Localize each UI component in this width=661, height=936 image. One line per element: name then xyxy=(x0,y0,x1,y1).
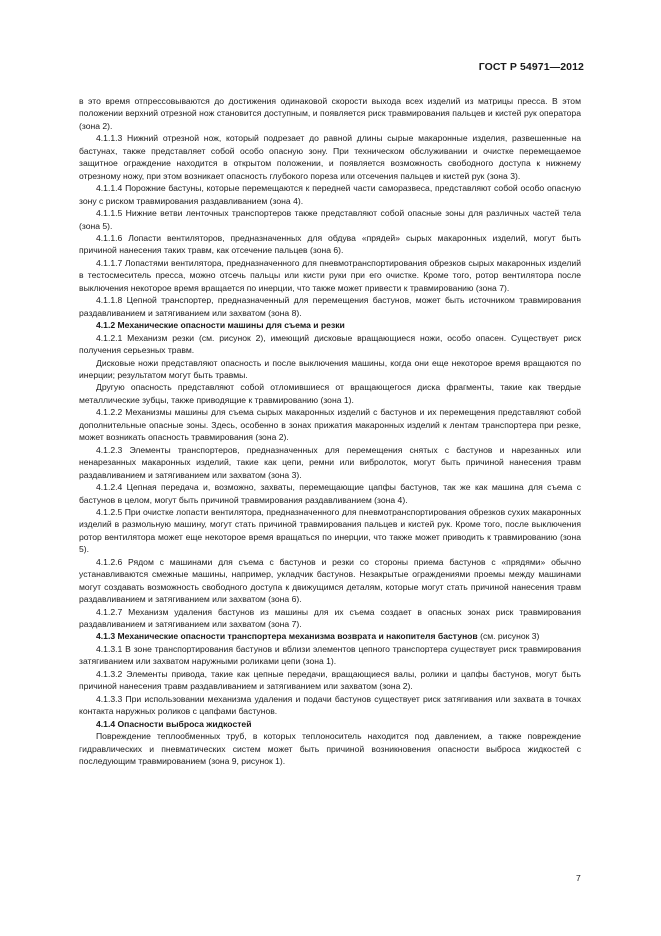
paragraph: 4.1.1.5 Нижние ветви ленточных транспортеров также представляют собой опасные зоны для различных частей тела (зона 5). xyxy=(79,208,581,231)
paragraph: 4.1.1.7 Лопастями вентилятора, предназначенного для пневмотранспортирования обрезков сырых макаронных изделий в тестосмеситель пресса, можно отсечь пальцы или кисти руки при его очистке. Кроме того, ротор вентилятора после выключения некоторое время вращается по инерции, что также может привести к травмированию (зона 7). xyxy=(79,257,581,293)
paragraph: 4.1.2.2 Механизмы машины для съема сырых макаронных изделий с бастунов и их перемещения представляют собой дополнительные опасные зоны. Здесь, особенно в зонах прижатия макаронных изделий к лентам транспортера при резке, может возникать опасность травмирования (зона 2). xyxy=(79,407,581,443)
paragraph: 4.1.3.3 При использовании механизма удаления и подачи бастунов существует риск затягивания или захвата в точках контакта наружных роликов с цапфами бастунов. xyxy=(79,693,581,717)
standard-header: ГОСТ Р 54971—2012 xyxy=(478,61,584,73)
paragraph: 4.1.2.3 Элементы транспортеров, предназначенных для перемещения снятых с бастунов и нарезанных или ненарезанных макаронных изделий, такие как цепи, ремни или вибролоток, могут быть причиной нанесения травм раздавливанием и затягиванием или захватом (зона 3). xyxy=(79,444,581,480)
paragraph: Дисковые ножи представляют опасность и после выключения машины, когда они еще некоторое время вращаются по инерции; результатом могут быть травмы. xyxy=(79,357,581,380)
paragraph: 4.1.1.6 Лопасти вентиляторов, предназначенных для обдува «прядей» сырых макаронных изделий, могут быть причиной нанесения таких травм, как отсечение пальцев (зона 6). xyxy=(79,232,581,256)
document-body xyxy=(79,95,581,767)
heading-tail: (см. рисунок 3) xyxy=(477,631,540,642)
paragraph: 4.1.1.4 Порожние бастуны, которые перемещаются к передней части саморазвеса, представляют собой особо опасную зону с риском травмирования раздавливанием (зона 4). xyxy=(79,183,581,206)
paragraph: 4.1.2.4 Цепная передача и, возможно, захваты, перемещающие цапфы бастунов, так же как машина для съема с бастунов в целом, могут быть причиной травмирования раздавливанием (зона 4). xyxy=(79,482,581,505)
paragraph: в это время отпрессовываются до достижения одинаковой скорости выхода всех изделий из матрицы пресса. В этом положении верхний отрезной нож становится доступным, и появляется риск травмирования пальцев и кистей рук оператора (зона 2). xyxy=(79,96,581,131)
heading-text: 4.1.3 Механические опасности транспортера механизма возврата и накопителя бастунов xyxy=(96,631,478,642)
paragraph: 4.1.2.6 Рядом с машинами для съема с бастунов и резки со стороны приема бастунов с «прядями» обычно устанавливаются смежные машины, например, укладчик бастунов. Незакрытые ограждениями проемы между машинами могут создавать возможность свободного доступа к движущимся деталям, которые могут стать причиной нанесения травм раздавливанием и затягиванием или захватом (зона 6). xyxy=(79,556,581,605)
paragraph: Повреждение теплообменных труб, в которых теплоноситель находится под давлением, а также повреждение гидравлических и пневматических систем может быть причиной возникновения опасности выброса жидкостей с последующим травмированием (зона 9, рисунок 1). xyxy=(79,731,581,767)
section-heading xyxy=(79,630,581,642)
paragraph: 4.1.2.1 Механизм резки (см. рисунок 2), имеющий дисковые вращающиеся ножи, особо опасен. Существует риск получения серьезных травм. xyxy=(79,332,581,356)
paragraph: 4.1.1.8 Цепной транспортер, предназначенный для перемещения бастунов, может быть источником травмирования раздавливанием и затягиванием или захватом (зона 8). xyxy=(79,295,581,318)
section-heading xyxy=(79,718,581,730)
paragraph: 4.1.2.5 При очистке лопасти вентилятора, предназначенного для пневмотранспортирования обрезков сухих макаронных изделий в размольную машину, могут стать причиной травмирования пальцев и кистей рук. Кроме того, после выключения ротор вентилятора может еще некоторое время вращаться по инерции, что также может приводить к травмированию (зона 5). xyxy=(79,506,581,555)
heading-text: 4.1.2 Механические опасности машины для съема и резки xyxy=(96,320,345,331)
paragraph: 4.1.3.1 В зоне транспортирования бастунов и вблизи элементов цепного транспортера существует риск травмирования затягиванием или захватом наружными роликами цепи (зона 1). xyxy=(79,643,581,667)
section-heading xyxy=(79,319,581,331)
heading-text: 4.1.4 Опасности выброса жидкостей xyxy=(96,718,252,729)
paragraph: 4.1.2.7 Механизм удаления бастунов из машины для их съема создает в опасных зонах риск травмирования раздавливанием и затягиванием или захватом (зона 7). xyxy=(79,606,581,630)
paragraph: 4.1.1.3 Нижний отрезной нож, который подрезает до равной длины сырые макаронные изделия, развешенные на бастунах, также представляет собой особо опасную зону. При техническом обслуживании и очистке перемещаемое защитное ограждение находится в открытом положении, и появляется возможность свободного доступа к нижнему отрезному ножу, при этом возникает опасность глубокого пореза или отсечения пальцев и кистей рук (зона 3). xyxy=(79,133,581,181)
paragraph: 4.1.3.2 Элементы привода, такие как цепные передачи, вращающиеся валы, ролики и цапфы бастунов, могут быть причиной нанесения травм раздавливанием и затягиванием или захватом (зона 2). xyxy=(79,668,581,692)
paragraph: Другую опасность представляют собой отломившиеся от вращающегося диска фрагменты, такие как твердые металлические зубцы, также приводящие к травмированию (зона 1). xyxy=(79,382,581,405)
page-number: 7 xyxy=(576,873,581,883)
